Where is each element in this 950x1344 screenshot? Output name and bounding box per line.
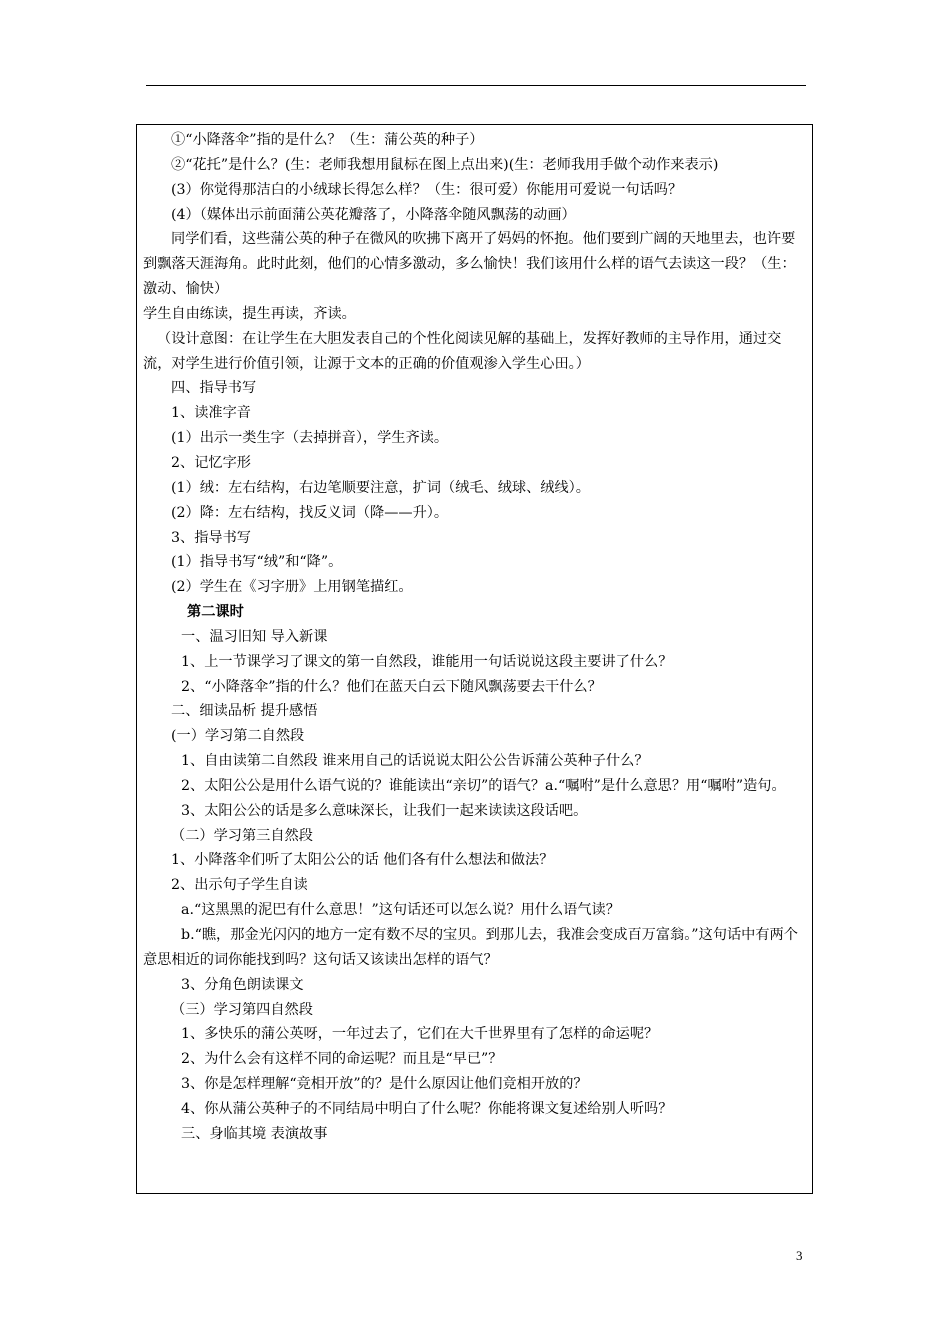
text-line: 1、小降落伞们听了太阳公公的话 他们各有什么想法和做法？ bbox=[171, 852, 554, 869]
section-heading: 四、指导书写 bbox=[171, 380, 257, 397]
text-line: 1、上一节课学习了课文的第一自然段，谁能用一句话说说这段主要讲了什么？ bbox=[181, 653, 673, 670]
text-line: (一）学习第二自然段 bbox=[171, 728, 305, 745]
text-line: ①“小降落伞”指的是什么？（生：蒲公英的种子） bbox=[171, 132, 484, 148]
text-line: 同学们看，这些蒲公英的种子在微风的吹拂下离开了妈妈的怀抱。他们要到广阔的天地里去，也许要到飘落天涯海角。此时此刻，他们的心情多激动，多么愉快！我们该用什么样的语气去读这一段？（生：激动、愉快） bbox=[143, 231, 796, 298]
text-line: (1）绒：左右结构，右边笔顺要注意，扩词（绒毛、绒球、绒线）。 bbox=[171, 479, 590, 496]
text-line: 2、出示句子学生自读 bbox=[171, 877, 308, 894]
text-line: 3、太阳公公的话是多么意味深长，让我们一起来读读这段话吧。 bbox=[181, 802, 588, 819]
text-line: 2、记忆字形 bbox=[171, 454, 251, 471]
text-line: 2、“小降落伞”指的什么？他们在蓝天白云下随风飘荡要去干什么？ bbox=[181, 678, 602, 695]
text-line: (3）你觉得那洁白的小绒球长得怎么样？（生：很可爱）你能用可爱说一句话吗？ bbox=[171, 181, 683, 198]
section-heading: 二、细读品析 提升感悟 bbox=[171, 703, 318, 720]
text-line: 学生自由练读，提生再读，齐读。 bbox=[143, 305, 356, 322]
text-line: （设计意图：在让学生在大胆发表自己的个性化阅读见解的基础上，发挥好教师的主导作用，通过交流，对学生进行价值引领，让源于文本的正确的价值观渗入学生心田。） bbox=[143, 330, 782, 372]
text-line: ②“花托”是什么？(生：老师我想用鼠标在图上点出来)(生：老师我用手做个动作来表示) bbox=[171, 156, 719, 173]
text-line: a.“这黑黑的泥巴有什么意思！”这句话还可以怎么说？用什么语气读？ bbox=[181, 902, 620, 919]
text-line: 1、读准字音 bbox=[171, 405, 251, 422]
text-line: (4）（媒体出示前面蒲公英花瓣落了，小降落伞随风飘荡的动画） bbox=[171, 206, 576, 223]
text-line: (2）学生在《习字册》上用钢笔描红。 bbox=[171, 579, 413, 596]
text-line: 1、多快乐的蒲公英呀，一年过去了，它们在大千世界里有了怎样的命运呢？ bbox=[181, 1026, 659, 1043]
text-line: （三）学习第四自然段 bbox=[171, 1001, 313, 1018]
text-line: (1）出示一类生字（去掉拼音），学生齐读。 bbox=[171, 430, 449, 447]
text-line: 3、分角色朗读课文 bbox=[181, 976, 304, 993]
text-line: 2、太阳公公是用什么语气说的？谁能读出“亲切”的语气？a.“嘱咐”是什么意思？用“嘱咐”造句。 bbox=[181, 777, 786, 794]
lesson-title: 第二课时 bbox=[187, 604, 244, 621]
text-line: 2、为什么会有这样不同的命运呢？而且是“早已”？ bbox=[181, 1051, 503, 1068]
section-heading: 一、温习旧知 导入新课 bbox=[181, 628, 328, 645]
header-rule bbox=[146, 85, 806, 86]
lesson-content-box bbox=[136, 124, 813, 1194]
text-line: b.“瞧，那金光闪闪的地方一定有数不尽的宝贝。到那儿去，我准会变成百万富翁。”这句话中有两个意思相近的词你能找到吗？这句话又该读出怎样的语气？ bbox=[143, 927, 798, 968]
text-line: (2）降：左右结构，找反义词（降——升）。 bbox=[171, 504, 449, 521]
text-line: （二）学习第三自然段 bbox=[171, 827, 313, 844]
text-line: 4、你从蒲公英种子的不同结局中明白了什么呢？你能将课文复述给别人听吗？ bbox=[181, 1100, 673, 1117]
section-heading: 三、身临其境 表演故事 bbox=[181, 1125, 328, 1142]
text-line: 3、你是怎样理解“竞相开放”的？是什么原因让他们竞相开放的？ bbox=[181, 1076, 588, 1093]
text-line: (1）指导书写“绒”和“降”。 bbox=[171, 554, 343, 571]
text-line: 3、指导书写 bbox=[171, 529, 251, 546]
page-number: 3 bbox=[796, 1248, 803, 1263]
text-line: 1、自由读第二自然段 谁来用自己的话说说太阳公公告诉蒲公英种子什么？ bbox=[181, 753, 649, 770]
